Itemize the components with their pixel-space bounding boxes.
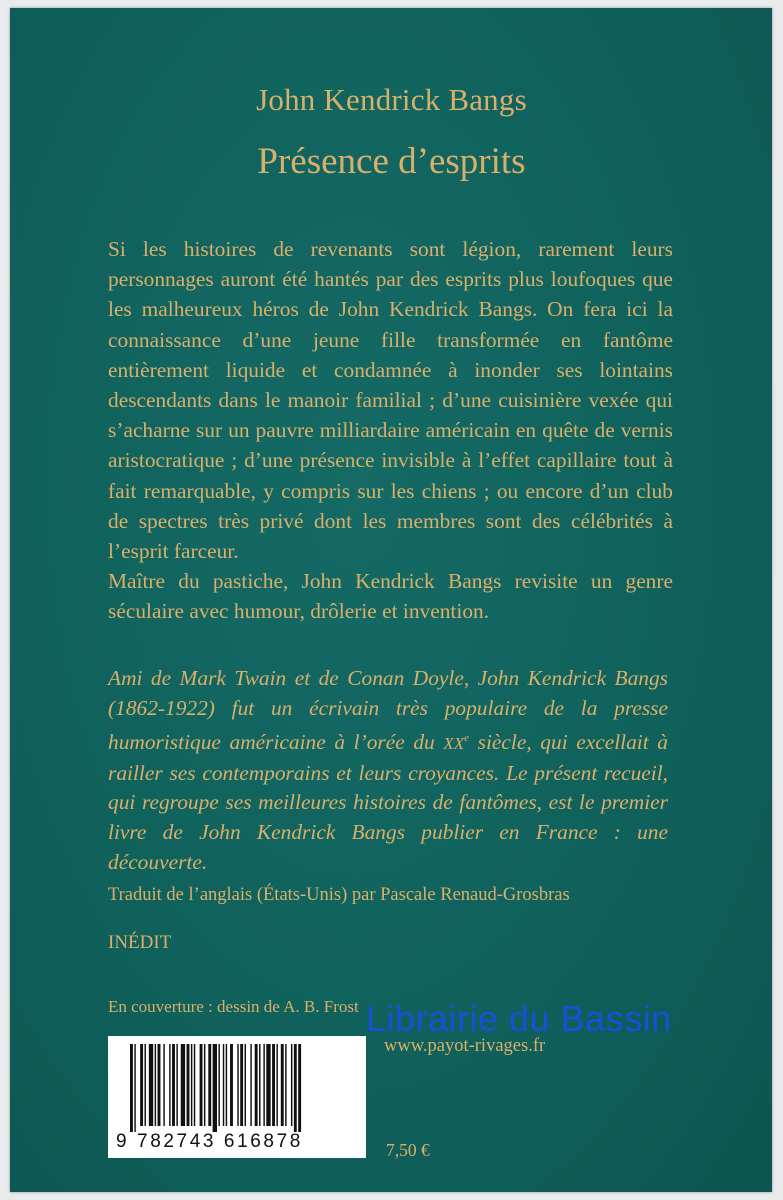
- barcode-bars: [108, 1036, 366, 1136]
- blurb-text: Si les histoires de revenants sont légion, rarement leurs personnages auront été hantés par des esprits plus loufoques que les malheureux héros de John Kendrick Bangs. On fera ici la connaissance d’une jeune fille transformée en fantôme entièrement liquide et condamnée à inonder ses lointains descendants dans le manoir familial ; d’une cuisinière vexée qui s’acharne sur un pauvre milliardaire américain en quête de vernis aristocratique ; d’une présence invisible à l’effet capillaire tout à fait remarquable, y compris sur les chiens ; ou encore d’un club de spectres très privé dont les membres sont des célébrités à l’esprit farceur.: [108, 237, 673, 564]
- barcode-bar: [237, 1044, 238, 1126]
- barcode-bar: [245, 1044, 246, 1126]
- author-name: John Kendrick Bangs: [256, 82, 527, 117]
- barcode-number: 9 782743 616878: [116, 1131, 303, 1152]
- barcode-bar: [155, 1044, 156, 1126]
- bio-text-1: Ami de Mark Twain et de Conan Doyle, John Kendrick Bangs (1862-1922) fut un écrivain très populaire de la presse humoristique américaine à l’orée du: [108, 666, 668, 754]
- blurb-text-2: Maître du pastiche, John Kendrick Bangs revisite un genre séculaire avec humour, drôlerie et invention.: [108, 569, 673, 624]
- barcode-bar: [255, 1044, 258, 1126]
- barcode-bar: [130, 1044, 133, 1132]
- barcode-bar: [187, 1044, 190, 1126]
- barcode-bar: [298, 1044, 301, 1132]
- barcode-bar: [266, 1044, 270, 1126]
- barcode-bar: [134, 1044, 135, 1132]
- barcode-bar: [272, 1044, 275, 1126]
- barcode-bar: [200, 1044, 203, 1126]
- cover-art-credit: En couverture : dessin de A. B. Frost: [108, 997, 359, 1016]
- translator-credit: Traduit de l’anglais (États-Unis) par Pascale Renaud-Grosbras: [108, 885, 570, 905]
- publisher-url: www.payot-rivages.fr: [384, 1036, 546, 1056]
- barcode-bar: [218, 1044, 219, 1126]
- barcode-bar: [259, 1044, 260, 1126]
- barcode-bar: [181, 1044, 185, 1126]
- barcode-bar: [281, 1044, 284, 1126]
- barcode-bar: [291, 1044, 292, 1126]
- barcode-bar: [223, 1044, 224, 1126]
- barcode-bar: [158, 1044, 161, 1126]
- barcode-bar: [194, 1044, 195, 1126]
- barcode-bar: [191, 1044, 192, 1126]
- barcode-bar: [169, 1044, 170, 1126]
- barcode-bar: [172, 1044, 175, 1126]
- barcode-bar: [276, 1044, 277, 1126]
- barcode-bar: [140, 1044, 143, 1126]
- inedit-label: INÉDIT: [108, 932, 172, 953]
- book-title: Présence d’esprits: [257, 141, 526, 182]
- barcode-bar: [213, 1044, 217, 1132]
- barcode-bar: [149, 1044, 153, 1126]
- barcode: [108, 1036, 366, 1158]
- blurb-paragraph: [108, 234, 673, 627]
- barcode-bar: [294, 1044, 297, 1132]
- barcode-bar: [285, 1044, 286, 1126]
- barcode-bar: [145, 1044, 146, 1126]
- barcode-bar: [163, 1044, 164, 1126]
- century-sup: e: [464, 731, 470, 744]
- century-numeral: XX: [443, 733, 465, 753]
- barcode-bar: [176, 1044, 177, 1126]
- watermark: Librairie du Bassin: [366, 998, 672, 1039]
- bio-text-2: siècle, qui excellait à railler ses contemporains et leurs croyances. Le présent recueil, qui regroupe ses meilleures histoires de fantômes, est le premier livre de John Kendrick Bangs publier en France : une découverte.: [108, 729, 668, 874]
- barcode-bar: [208, 1044, 211, 1126]
- barcode-bar: [240, 1044, 243, 1126]
- barcode-bar: [250, 1044, 251, 1126]
- barcode-bar: [230, 1044, 233, 1126]
- barcode-bar: [204, 1044, 205, 1126]
- barcode-bar: [226, 1044, 227, 1126]
- price-label: 7,50 €: [386, 1140, 430, 1160]
- barcode-bar: [263, 1044, 264, 1126]
- author-bio: [108, 664, 668, 878]
